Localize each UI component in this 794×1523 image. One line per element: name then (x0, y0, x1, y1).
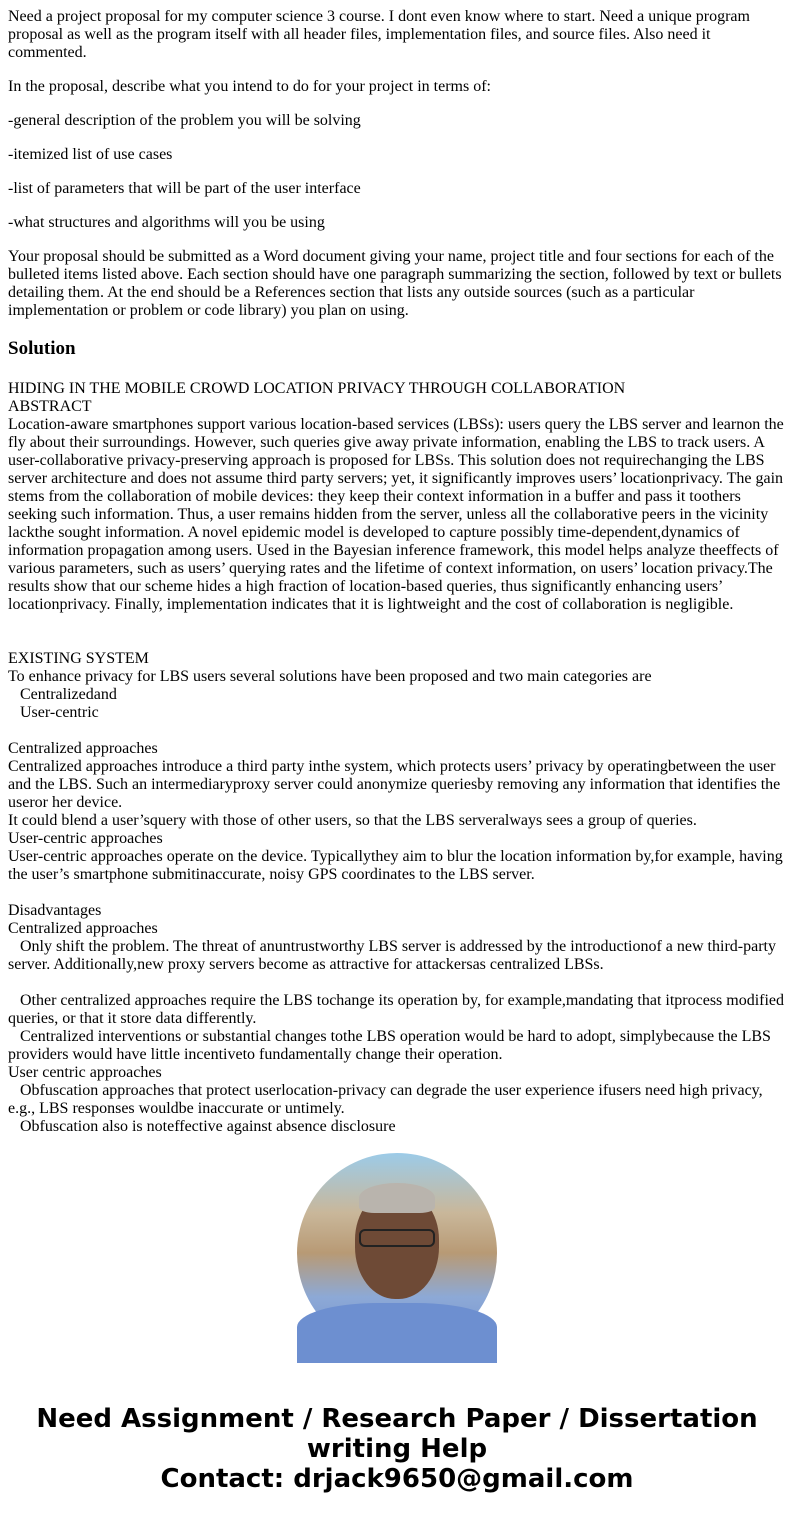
contact-banner (0, 1404, 794, 1494)
solution-line (8, 722, 786, 740)
solution-line: Obfuscation also is noteffective against absence disclosure (8, 1118, 396, 1135)
solution-line: Only shift the problem. The threat of anuntrustworthy LBS server is addressed by the introductionof a new third-party server. Additionally,new proxy servers become as attractive for attackersas centralized LBSs. (8, 938, 780, 973)
photo-shirt (297, 1303, 497, 1363)
solution-line: User-centric (8, 704, 99, 721)
author-photo (297, 1153, 497, 1353)
solution-line: HIDING IN THE MOBILE CROWD LOCATION PRIVACY THROUGH COLLABORATION (8, 380, 626, 397)
solution-body (8, 380, 789, 1136)
solution-line (8, 614, 786, 632)
solution-line: EXISTING SYSTEM (8, 650, 149, 667)
question-section (8, 8, 786, 320)
solution-line: Location-aware smartphones support various location-based services (LBSs): users query the LBS server and learnon the fly about their surroundings. However, such queries give away private information, enabling the LBS to track users. A user-collaborative privacy-preserving approach is proposed for LBSs. This solution does not requirechanging the LBS server architecture and does not assume third party servers; yet, it significantly improves users’ locationprivacy. The gain stems from the collaboration of mobile devices: they keep their context information in a buffer and pass it toothers seeking such information. Thus, a user remains hidden from the server, unless all the collaborative peers in the vicinity lackthe sought information. A novel epidemic model is developed to capture possibly time-dependent,dynamics of information propagation among users. Used in the Bayesian inference framework, this model helps analyze theeffects of various parameters, such as users’ querying rates and the lifetime of context information, on users’ location privacy.The results show that our scheme hides a high fraction of location-based queries, thus significantly enhancing users’ locationprivacy. Finally, implementation indicates that it is lightweight and the cost of collaboration is negligible. (8, 416, 788, 613)
solution-line: Disadvantages (8, 902, 102, 919)
solution-line: User centric approaches (8, 1064, 162, 1081)
glasses-icon (359, 1229, 435, 1247)
solution-line (8, 632, 786, 650)
solution-line: It could blend a user’squery with those of other users, so that the LBS serveralways sees a group of queries. (8, 812, 697, 829)
solution-heading: Solution (8, 338, 76, 359)
solution-line: Centralized approaches (8, 740, 158, 757)
question-paragraph: In the proposal, describe what you intend to do for your project in terms of: (8, 78, 491, 95)
question-paragraph: Need a project proposal for my computer science 3 course. I dont even know where to start. Need a unique program proposal as well as the program itself with all header files, implementation files, and source files. Also need it commented. (8, 8, 750, 61)
document-content (8, 0, 789, 1135)
question-bullet: -what structures and algorithms will you be using (8, 214, 325, 231)
solution-line: Other centralized approaches require the LBS tochange its operation by, for example,mandating that itprocess modified queries, or that it store data differently. (8, 992, 789, 1027)
solution-line (8, 884, 786, 902)
question-bullet: -general description of the problem you will be solving (8, 112, 361, 129)
question-bullet: -list of parameters that will be part of the user interface (8, 180, 361, 197)
solution-line: Centralized approaches (8, 920, 158, 937)
solution-line: Centralizedand (8, 686, 117, 703)
question-bullet: -itemized list of use cases (8, 146, 173, 163)
solution-line: To enhance privacy for LBS users several solutions have been proposed and two main categories are (8, 668, 652, 685)
solution-line: Centralized approaches introduce a third party inthe system, which protects users’ privacy by operatingbetween the user and the LBS. Such an intermediaryproxy server could anonymize queriesby removing any information that identifies the useror her device. (8, 758, 785, 811)
photo-hair (359, 1183, 435, 1213)
solution-line: Centralized interventions or substantial changes tothe LBS operation would be hard to adopt, simplybecause the LBS providers would have little incentiveto fundamentally change their operation. (8, 1028, 775, 1063)
solution-line: User-centric approaches (8, 830, 163, 847)
solution-line: User-centric approaches operate on the device. Typicallythey aim to blur the location information by,for example, having the user’s smartphone submitinaccurate, noisy GPS coordinates to the LBS server. (8, 848, 787, 883)
question-paragraph: Your proposal should be submitted as a Word document giving your name, project title and four sections for each of the bulleted items listed above. Each section should have one paragraph summarizing the section, followed by text or bullets detailing them. At the end should be a References section that lists any outside sources (such as a particular implementation or problem or code library) you plan on using. (8, 248, 782, 319)
solution-line: ABSTRACT (8, 398, 92, 415)
contact-email[interactable]: Contact: drjack9650@gmail.com (160, 1464, 634, 1494)
solution-line (8, 974, 786, 992)
help-headline: Need Assignment / Research Paper / Dissertation writing Help (36, 1404, 758, 1464)
solution-line: Obfuscation approaches that protect userlocation-privacy can degrade the user experience ifusers need high privacy, e.g., LBS responses wouldbe inaccurate or untimely. (8, 1082, 767, 1117)
